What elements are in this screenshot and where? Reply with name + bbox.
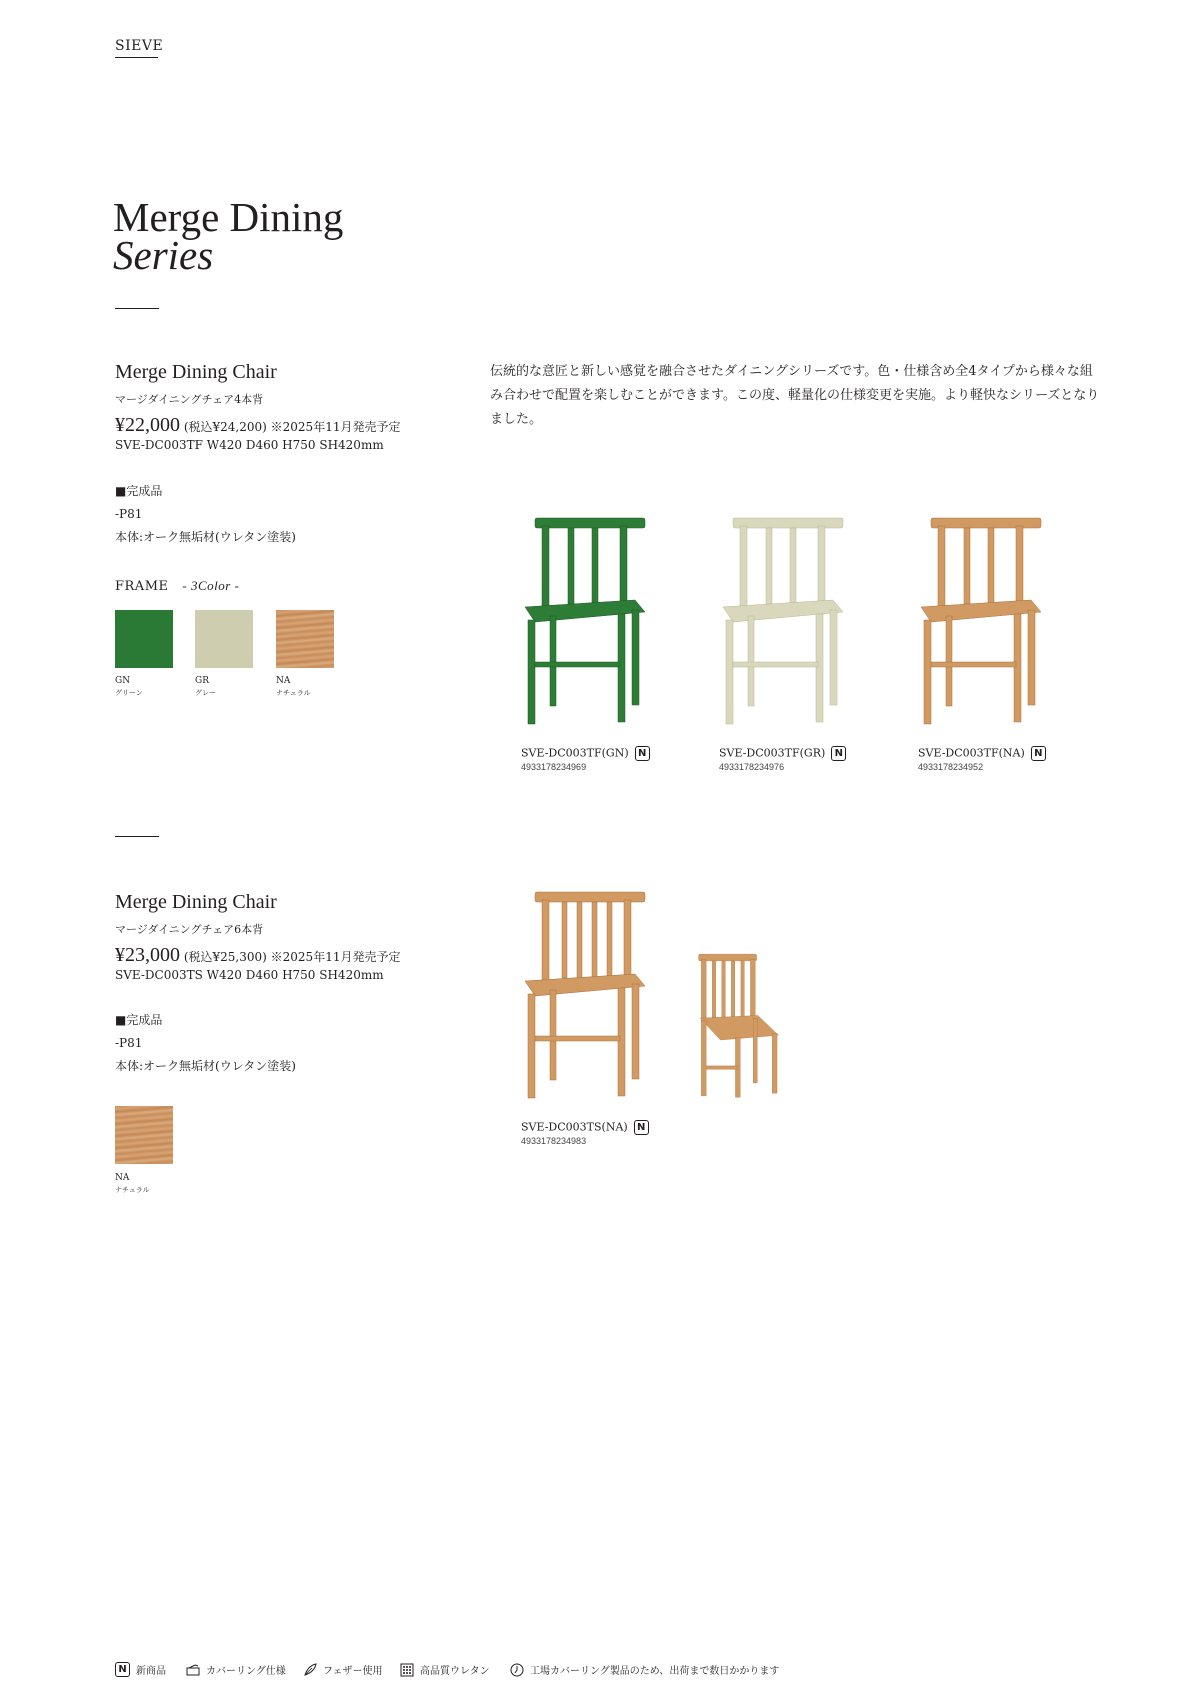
swatch-name: ナチュラル	[276, 689, 311, 697]
variant-code	[918, 746, 1046, 761]
swatch-green	[115, 610, 173, 668]
product-price	[115, 414, 400, 437]
jan-code: 4933178234983	[521, 1136, 587, 1146]
n-badge-icon: N	[115, 1662, 130, 1677]
chair-image-natural-6-back-angle	[690, 950, 785, 1100]
legend-label: 高品質ウレタン	[420, 1666, 490, 1677]
jan-code: 4933178234952	[918, 762, 984, 772]
variant-code-text: SVE-DC003TS(NA)	[521, 1120, 628, 1134]
frame-color-count: - 3Color -	[182, 578, 240, 593]
product-name: Merge Dining Chair	[115, 361, 277, 383]
spec-line: 本体:オーク無垢材(ウレタン塗装)	[115, 1059, 296, 1073]
release-note: ※2025年11月発売予定	[270, 950, 401, 964]
chair-image-gray	[718, 512, 848, 732]
brand-underline	[115, 57, 158, 58]
chair-image-green	[520, 512, 650, 732]
legend-item	[115, 1662, 166, 1677]
swatch-gray	[195, 610, 253, 668]
variant-code	[521, 746, 650, 761]
series-title-line2: Series	[113, 232, 214, 278]
chair-image-natural	[916, 512, 1046, 732]
n-badge-icon: N	[635, 746, 650, 761]
urethane-icon	[400, 1663, 414, 1677]
price-tax: (税込¥25,300)	[183, 950, 267, 964]
series-title-line1: Merge Dining	[113, 194, 344, 240]
legend-item	[303, 1662, 383, 1677]
swatch-code: NA	[115, 1173, 130, 1183]
variant-code-text: SVE-DC003TF(NA)	[918, 746, 1025, 760]
legend-item	[510, 1662, 779, 1677]
swatch-name: グレー	[195, 689, 216, 697]
frame-label	[115, 578, 239, 594]
product-code-size: SVE-DC003TS W420 D460 H750 SH420mm	[115, 968, 384, 982]
legend-label: カバーリング仕様	[206, 1666, 286, 1677]
legend-label: 工場カバーリング製品のため、出荷まで数日かかります	[530, 1666, 780, 1677]
spec-line: ■完成品	[115, 1013, 163, 1027]
frame-title: FRAME	[115, 579, 169, 594]
product-specs	[115, 480, 296, 549]
product-name: Merge Dining Chair	[115, 891, 277, 913]
product-subname: マージダイニングチェア4本背	[115, 393, 264, 406]
swatch-code: GR	[195, 676, 209, 686]
spec-line: 本体:オーク無垢材(ウレタン塗装)	[115, 530, 296, 544]
n-badge-icon: N	[1031, 746, 1046, 761]
jan-code: 4933178234969	[521, 762, 587, 772]
clock-icon	[510, 1663, 524, 1677]
covering-icon	[186, 1663, 200, 1677]
legend-item	[400, 1662, 490, 1677]
swatch-natural	[276, 610, 334, 668]
product-price	[115, 944, 400, 967]
legend-label: 新商品	[136, 1666, 166, 1677]
spec-line: -P81	[115, 507, 143, 521]
variant-code-text: SVE-DC003TF(GR)	[719, 746, 826, 760]
swatch-natural	[115, 1106, 173, 1164]
divider	[115, 308, 159, 309]
price-value: ¥22,000	[115, 414, 180, 436]
n-badge-icon: N	[634, 1120, 649, 1135]
swatch-code: NA	[276, 676, 291, 686]
divider	[115, 836, 159, 837]
product-specs	[115, 1009, 296, 1078]
brand-name: SIEVE	[115, 38, 164, 54]
product-subname: マージダイニングチェア6本背	[115, 923, 264, 936]
product-code-size: SVE-DC003TF W420 D460 H750 SH420mm	[115, 438, 384, 452]
variant-code	[719, 746, 846, 761]
series-title	[113, 194, 344, 278]
variant-code-text: SVE-DC003TF(GN)	[521, 746, 629, 760]
jan-code: 4933178234976	[719, 762, 785, 772]
swatch-name: ナチュラル	[115, 1186, 150, 1194]
price-tax: (税込¥24,200)	[183, 420, 267, 434]
n-badge-icon: N	[831, 746, 846, 761]
series-description: 伝統的な意匠と新しい感覚を融合させたダイニングシリーズです。色・仕様含め全4タイプから様々な組み合わせで配置を楽しむことができます。この度、軽量化の仕様変更を実施。より軽快なシリーズとなりました。	[490, 364, 1100, 427]
legend-item	[186, 1662, 286, 1677]
spec-line: -P81	[115, 1036, 143, 1050]
price-value: ¥23,000	[115, 944, 180, 966]
release-note: ※2025年11月発売予定	[270, 420, 401, 434]
swatch-name: グリーン	[115, 689, 143, 697]
swatch-code: GN	[115, 676, 131, 686]
feather-icon	[303, 1663, 317, 1677]
spec-line: ■完成品	[115, 484, 163, 498]
legend-label: フェザー使用	[323, 1666, 383, 1677]
variant-code	[521, 1120, 649, 1135]
chair-image-natural-6-back	[520, 886, 650, 1106]
